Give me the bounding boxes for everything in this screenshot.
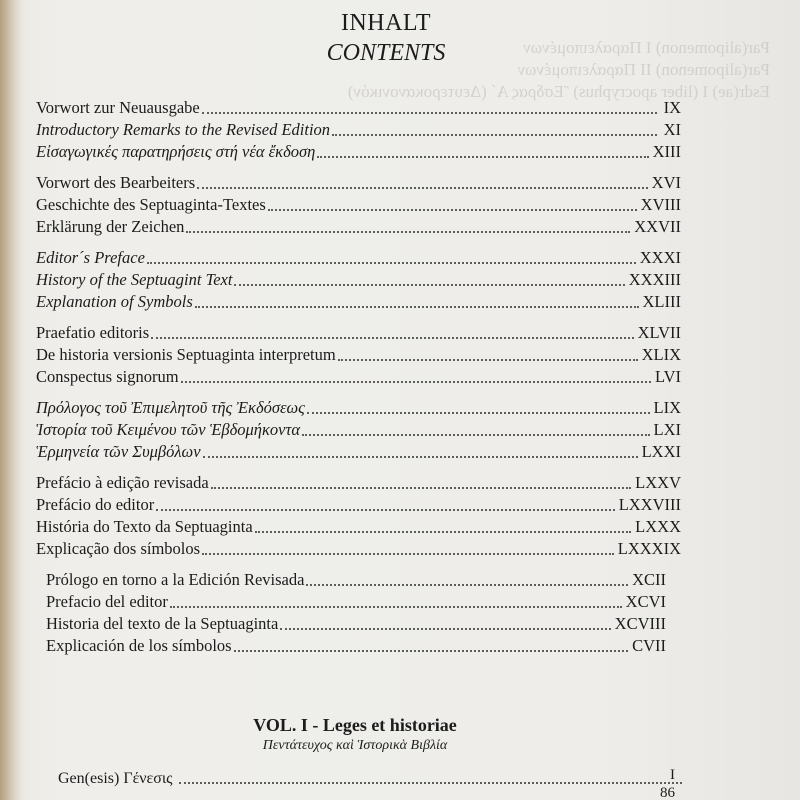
toc-entry-page: LVI xyxy=(655,367,681,386)
toc-entry-page: XLVII xyxy=(637,323,681,342)
toc-entry-label: Gen(esis) Γένεσις xyxy=(58,770,173,787)
toc-entry-label: Vorwort des Bearbeiters xyxy=(36,173,196,192)
toc-entry[interactable] xyxy=(46,590,666,612)
toc-entry-label: Explanation of Symbols xyxy=(36,292,193,311)
toc-entry-page: LXXX xyxy=(635,517,681,536)
toc-entry-page: LXXV xyxy=(635,473,681,492)
toc-entry-label: História do Texto da Septuaginta xyxy=(36,517,253,536)
toc-entry-label: Editor´s Preface xyxy=(36,248,145,267)
spine-shadow xyxy=(0,0,26,800)
toc-entry-page: XVI xyxy=(651,173,681,192)
toc-entry[interactable] xyxy=(46,568,666,590)
toc-entry-label: Prefacio del editor xyxy=(46,592,168,611)
toc-entry[interactable] xyxy=(36,246,681,268)
bottom-page-numbers xyxy=(660,766,675,800)
toc-entry-genesis[interactable] xyxy=(58,770,688,788)
dot-leader xyxy=(338,359,638,361)
dot-leader xyxy=(202,112,657,114)
toc-group-spanish xyxy=(46,568,666,656)
toc-entry-page: XCVI xyxy=(625,592,666,611)
toc-entry-page: XLIII xyxy=(642,292,681,311)
dot-leader xyxy=(202,553,614,555)
dot-leader xyxy=(156,509,614,511)
toc-entry[interactable] xyxy=(36,171,681,193)
toc-entry[interactable] xyxy=(36,515,681,537)
toc-entry-label: History of the Septuagint Text xyxy=(36,270,233,289)
dot-leader xyxy=(179,782,683,784)
toc-entry-label: Explicação dos símbolos xyxy=(36,539,201,558)
toc-group-portuguese xyxy=(36,471,681,559)
toc-entry-page: XVIII xyxy=(640,195,681,214)
toc-entry-label: De historia versionis Septuaginta interpretum xyxy=(36,345,336,364)
toc-group-english xyxy=(36,246,681,312)
title-english: CONTENTS xyxy=(326,40,446,66)
toc-entry[interactable] xyxy=(36,290,681,312)
toc-entry-page: XLIX xyxy=(641,345,681,364)
bleed-through-line: Par(alipomenon) II Παραλειπομένων xyxy=(517,60,770,79)
dot-leader xyxy=(195,306,639,308)
toc-entry-label: Erklärung der Zeichen xyxy=(36,217,185,236)
toc-entry[interactable] xyxy=(36,193,681,215)
volume-subtitle: Πεντάτευχος καὶ Ἱστορικὰ Βιβλία xyxy=(262,738,448,753)
volume-title: VOL. I - Leges et historiae xyxy=(253,715,457,735)
dot-leader xyxy=(317,156,648,158)
dot-leader xyxy=(332,134,657,136)
dot-leader xyxy=(268,209,637,211)
toc-entry-page: LXXXIX xyxy=(617,539,681,558)
bleed-through-line: Esdr(ae) I (liber apocryphus) Ἔσδρας Α´ (Δευτεροκανονικόν) xyxy=(347,82,770,101)
dot-leader xyxy=(211,487,631,489)
dot-leader xyxy=(151,337,633,339)
dot-leader xyxy=(255,531,632,533)
toc-entry-page: 86 xyxy=(660,785,675,800)
toc-entry[interactable] xyxy=(36,537,681,559)
toc-entry-page: XCVIII xyxy=(614,614,666,633)
toc-entry[interactable] xyxy=(36,268,681,290)
bleed-through-line: Par(alipomenon) I Παραλειπομένων xyxy=(523,38,770,57)
toc-entry-label: Ἱστορία τοῦ Κειμένου τῶν Ἑβδομήκοντα xyxy=(36,420,301,439)
toc-group-latin xyxy=(36,321,681,387)
toc-entry-label: Explicación de los símbolos xyxy=(46,636,232,655)
toc-entry-page: XCII xyxy=(632,570,666,589)
toc-entry-label: Prefácio à edição revisada xyxy=(36,473,209,492)
toc-entry-label: Introductory Remarks to the Revised Edition xyxy=(36,120,331,139)
toc-entry-label: Ἑρμηνεία τῶν Συμβόλων xyxy=(36,442,201,461)
toc-entry[interactable] xyxy=(36,396,681,418)
toc-entry-page: CVII xyxy=(632,636,666,655)
toc-entry[interactable] xyxy=(36,140,681,162)
toc-entry-page: LXXVIII xyxy=(618,495,681,514)
dot-leader xyxy=(186,231,630,233)
toc-entry-page: LXXI xyxy=(641,442,681,461)
toc-entry-label: Prefácio do editor xyxy=(36,495,155,514)
toc-entry[interactable] xyxy=(36,321,681,343)
dot-leader xyxy=(147,262,636,264)
table-of-contents xyxy=(36,96,681,665)
dot-leader xyxy=(170,606,622,608)
toc-entry-label: Conspectus signorum xyxy=(36,367,179,386)
toc-entry-label: Prólogo en torno a la Edición Revisada xyxy=(46,570,305,589)
dot-leader xyxy=(280,628,610,630)
dot-leader xyxy=(234,284,624,286)
toc-entry-page: XXVII xyxy=(634,217,681,236)
dot-leader xyxy=(302,434,649,436)
toc-entry[interactable] xyxy=(36,343,681,365)
toc-entry[interactable] xyxy=(36,440,681,462)
title-german: INHALT xyxy=(340,10,432,36)
toc-entry-page: XXXI xyxy=(639,248,681,267)
toc-group-greek xyxy=(36,396,681,462)
toc-entry-page: I xyxy=(670,767,675,783)
toc-entry-label: Historia del texto de la Septuaginta xyxy=(46,614,279,633)
toc-entry-page: XIII xyxy=(652,142,681,161)
toc-entry[interactable] xyxy=(36,118,681,140)
volume-heading xyxy=(0,714,800,756)
toc-entry-page: LIX xyxy=(653,398,681,417)
dot-leader xyxy=(306,584,628,586)
toc-entry-label: Geschichte des Septuaginta-Textes xyxy=(36,195,266,214)
dot-leader xyxy=(203,456,638,458)
toc-entry-page: XI xyxy=(663,120,681,139)
dot-leader xyxy=(181,381,651,383)
page-header xyxy=(0,8,800,68)
toc-entry-label: Praefatio editoris xyxy=(36,323,150,342)
toc-entry-label: Εἰσαγωγικές παρατηρήσεις στή νέα ἔκδοση xyxy=(36,142,316,161)
toc-entry[interactable] xyxy=(36,96,681,118)
toc-entry[interactable] xyxy=(46,612,666,634)
toc-entry-label: Vorwort zur Neuausgabe xyxy=(36,98,200,117)
toc-entry[interactable] xyxy=(36,215,681,237)
toc-entry[interactable] xyxy=(36,418,681,440)
toc-entry[interactable] xyxy=(36,365,681,387)
dot-leader xyxy=(234,650,628,652)
toc-entry-page: IX xyxy=(663,98,681,117)
toc-entry-page: XXXIII xyxy=(628,270,681,289)
toc-entry[interactable] xyxy=(36,493,681,515)
dot-leader xyxy=(197,187,648,189)
toc-entry[interactable] xyxy=(36,471,681,493)
toc-group-intro xyxy=(36,96,681,162)
toc-entry-page: LXI xyxy=(653,420,681,439)
dot-leader xyxy=(307,412,650,414)
toc-entry-label: Πρόλογος τοῦ Ἐπιμελητοῦ τῆς Ἐκδόσεως xyxy=(36,398,305,417)
toc-entry[interactable] xyxy=(46,634,666,656)
toc-group-german xyxy=(36,171,681,237)
